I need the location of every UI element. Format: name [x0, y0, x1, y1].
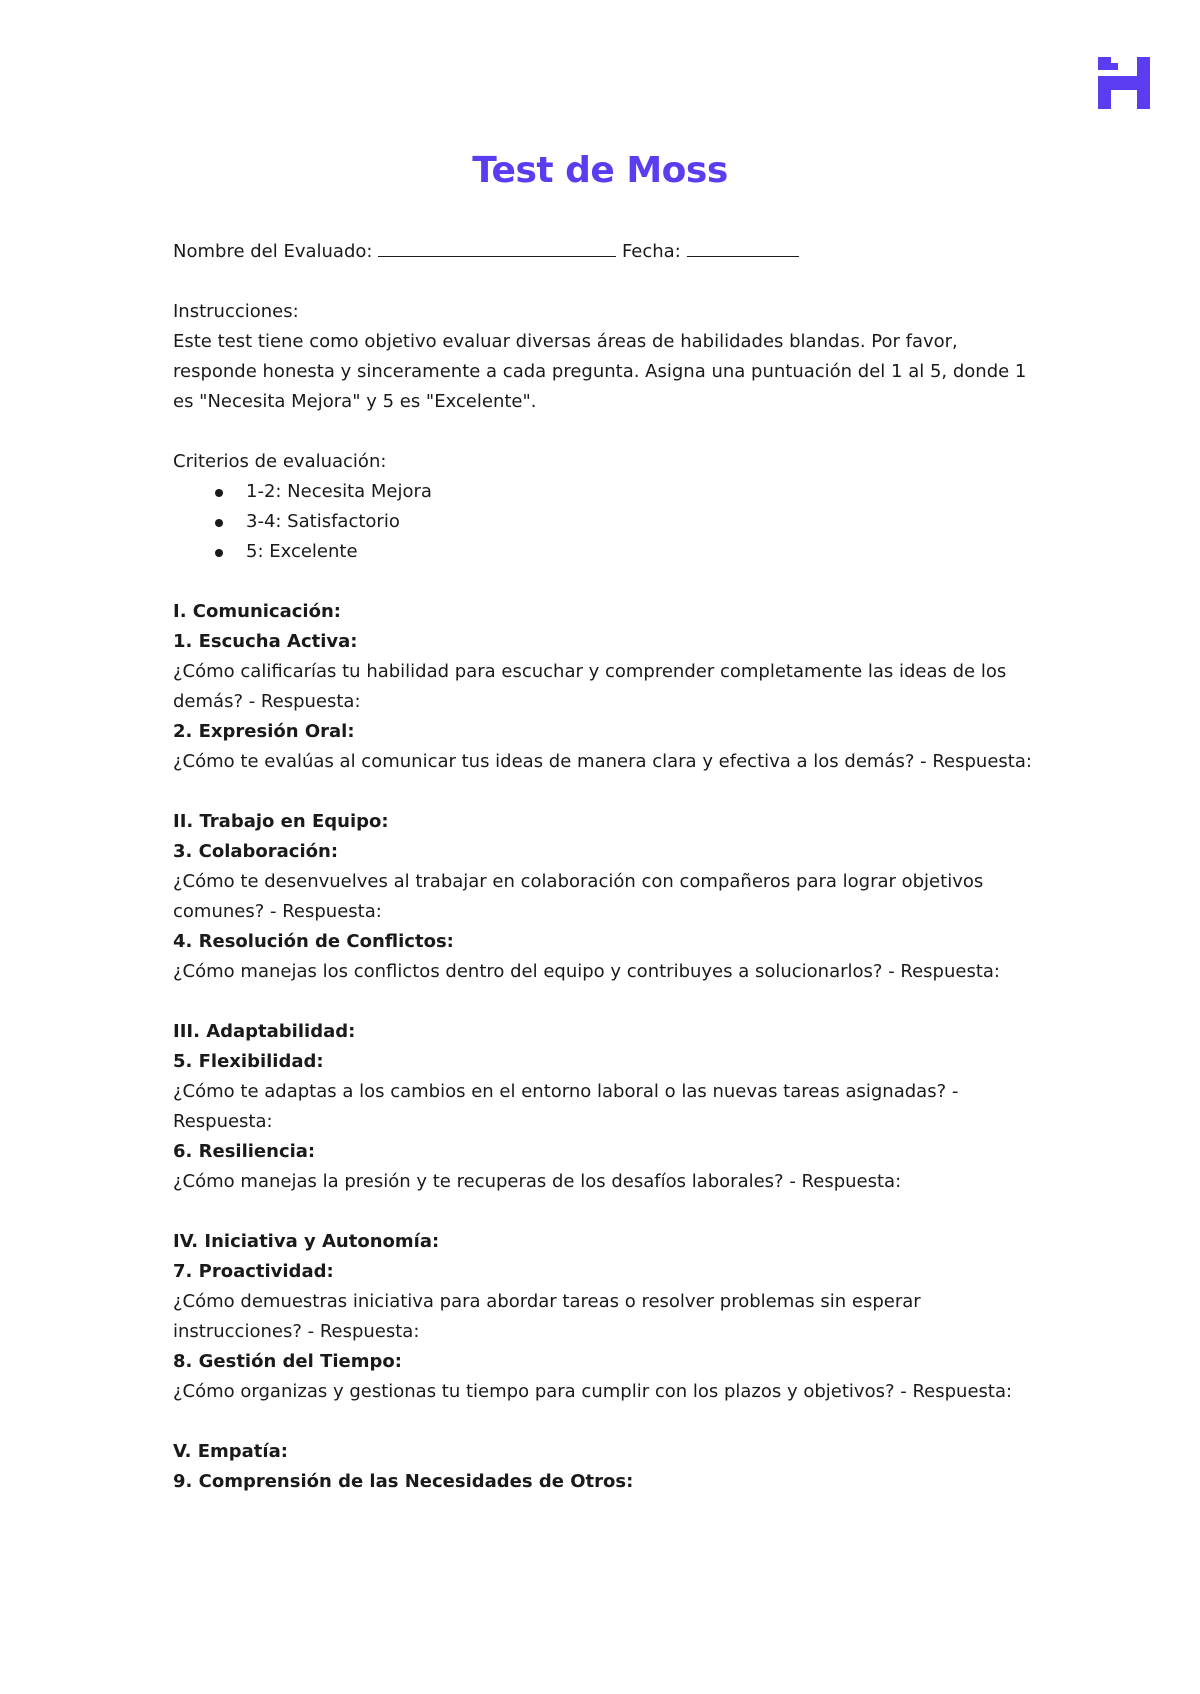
name-blank[interactable]: [378, 236, 616, 257]
bullet-icon: [215, 489, 223, 497]
instructions-line: responde honesta y sinceramente a cada pregunta. Asigna una puntuación del 1 al 5, donde 1: [173, 361, 1027, 382]
question-text: ¿Cómo manejas la presión y te recuperas de los desafíos laborales? - Respuesta:: [173, 1171, 902, 1192]
question-title: 4. Resolución de Conflictos:: [173, 931, 454, 952]
question-title: 1. Escucha Activa:: [173, 631, 358, 652]
question-text: instrucciones? - Respuesta:: [173, 1321, 420, 1342]
question-title: 7. Proactividad:: [173, 1261, 334, 1282]
section-title: III. Adaptabilidad:: [173, 1021, 356, 1042]
question-title: 9. Comprensión de las Necesidades de Otros:: [173, 1471, 634, 1492]
name-label: Nombre del Evaluado:: [173, 241, 373, 262]
section-title: V. Empatía:: [173, 1441, 288, 1462]
question-text: demás? - Respuesta:: [173, 691, 361, 712]
question-text: ¿Cómo calificarías tu habilidad para escuchar y comprender completamente las ideas de los: [173, 661, 1007, 682]
question-text: ¿Cómo te adaptas a los cambios en el entorno laboral o las nuevas tareas asignadas? -: [173, 1081, 959, 1102]
section-title: IV. Iniciativa y Autonomía:: [173, 1231, 440, 1252]
question-text: comunes? - Respuesta:: [173, 901, 382, 922]
instructions-line: Este test tiene como objetivo evaluar diversas áreas de habilidades blandas. Por favor,: [173, 331, 958, 352]
section-title: I. Comunicación:: [173, 601, 341, 622]
question-text: ¿Cómo organizas y gestionas tu tiempo para cumplir con los plazos y objetivos? - Respuesta:: [173, 1381, 1013, 1402]
question-text: ¿Cómo demuestras iniciativa para abordar tareas o resolver problemas sin esperar: [173, 1291, 921, 1312]
page-title: Test de Moss: [472, 150, 728, 191]
question-title: 2. Expresión Oral:: [173, 721, 355, 742]
question-title: 6. Resiliencia:: [173, 1141, 316, 1162]
bullet-icon: [215, 549, 223, 557]
instructions-heading: Instrucciones:: [173, 301, 299, 322]
list-item: 3-4: Satisfactorio: [173, 507, 1053, 537]
date-blank[interactable]: [687, 236, 799, 257]
question-text: ¿Cómo manejas los conflictos dentro del equipo y contribuyes a solucionarlos? - Respuesta:: [173, 961, 1000, 982]
question-text: ¿Cómo te desenvuelves al trabajar en colaboración con compañeros para lograr objetivos: [173, 871, 984, 892]
question-title: 8. Gestión del Tiempo:: [173, 1351, 402, 1372]
instructions-line: es "Necesita Mejora" y 5 es "Excelente".: [173, 391, 537, 412]
evaluee-fields: [173, 236, 1053, 267]
question-title: 5. Flexibilidad:: [173, 1051, 324, 1072]
section-title: II. Trabajo en Equipo:: [173, 811, 389, 832]
criteria-list: [173, 477, 1053, 567]
bullet-icon: [215, 519, 223, 527]
list-item: 5: Excelente: [173, 537, 1053, 567]
document-body: [173, 236, 1053, 1497]
list-item: 1-2: Necesita Mejora: [173, 477, 1053, 507]
question-text: ¿Cómo te evalúas al comunicar tus ideas de manera clara y efectiva a los demás? - Respuesta:: [173, 751, 1032, 772]
brand-logo-icon: [1098, 57, 1150, 109]
question-title: 3. Colaboración:: [173, 841, 339, 862]
criteria-heading: Criterios de evaluación:: [173, 451, 387, 472]
question-text: Respuesta:: [173, 1111, 273, 1132]
date-label: Fecha:: [621, 241, 681, 262]
